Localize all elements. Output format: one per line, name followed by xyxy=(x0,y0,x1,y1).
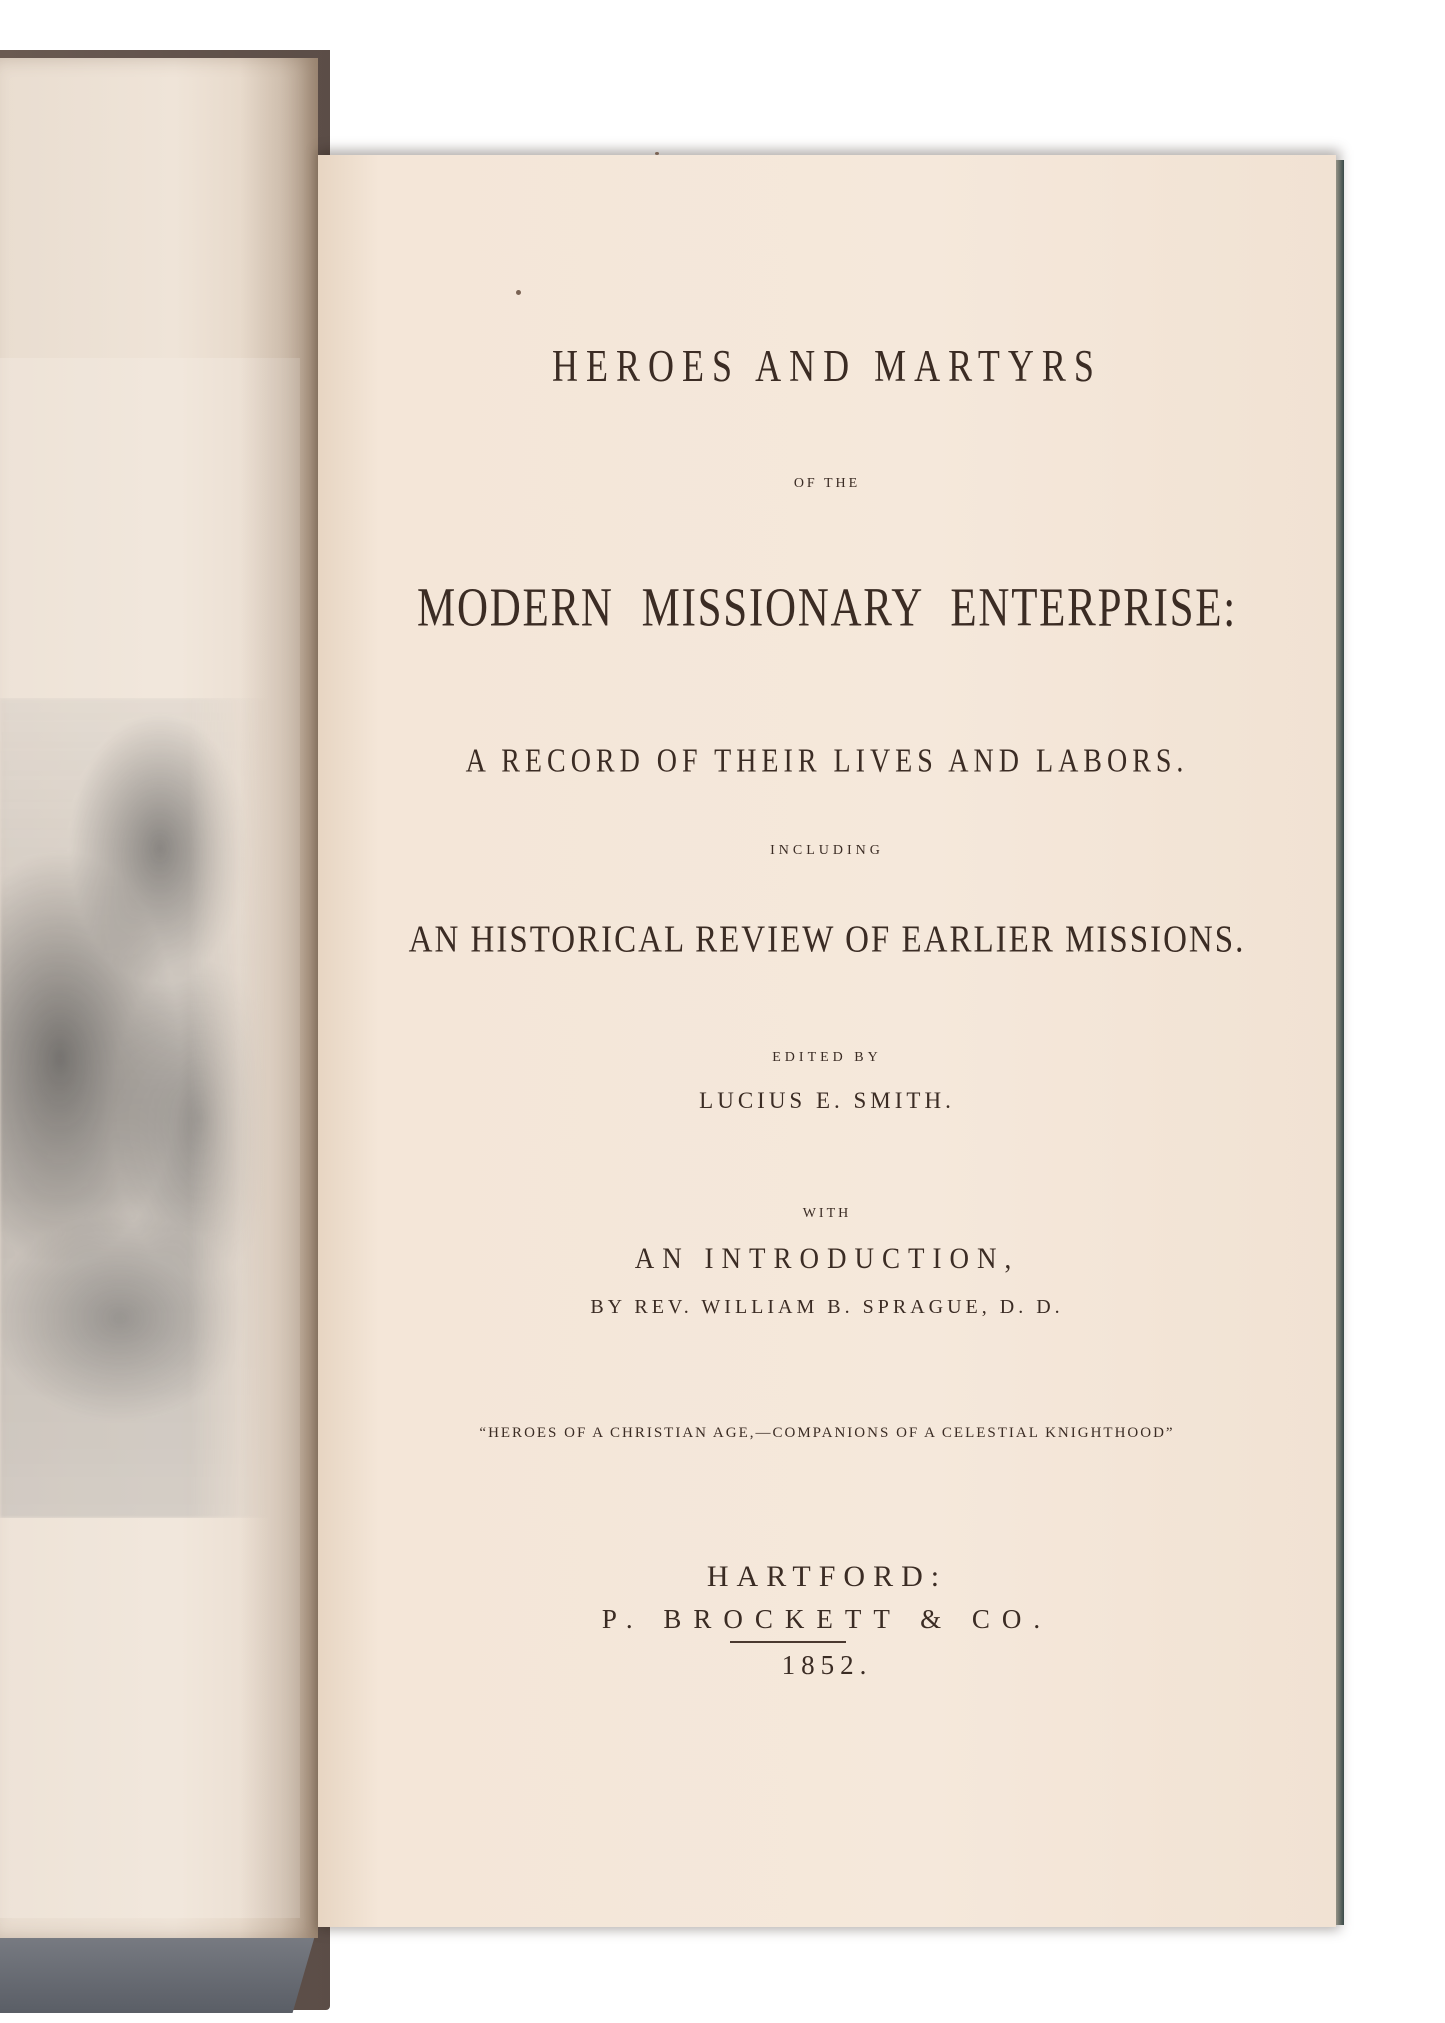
with-label: WITH xyxy=(802,1206,852,1221)
imprint-rule xyxy=(730,1641,846,1643)
foxing-speck xyxy=(655,152,659,155)
editor-name: LUCIUS E. SMITH. xyxy=(699,1088,955,1113)
imprint-publisher: P. BROCKETT & CO. xyxy=(601,1604,1053,1634)
imprint-year: 1852. xyxy=(781,1650,873,1680)
book-cover-cloth xyxy=(0,1925,318,2013)
subtitle-historical-review: AN HISTORICAL REVIEW OF EARLIER MISSIONS. xyxy=(408,919,1246,961)
imprint-city: HARTFORD: xyxy=(706,1560,948,1593)
introduction-author: BY REV. WILLIAM B. SPRAGUE, D. D. xyxy=(590,1296,1064,1318)
foxing-speck xyxy=(516,290,521,295)
frontispiece-page xyxy=(0,58,318,1938)
subtitle-record: A RECORD OF THEIR LIVES AND LABORS. xyxy=(465,742,1189,780)
title-heroes-and-martyrs: HEROES AND MARTYRS xyxy=(552,341,1102,391)
subtitle-including: INCLUDING xyxy=(770,843,884,858)
edited-by-label: EDITED BY xyxy=(772,1050,882,1065)
title-main: MODERN MISSIONARY ENTERPRISE: xyxy=(417,576,1237,638)
epigraph: “HEROES OF A CHRISTIAN AGE,—COMPANIONS OF A CELESTIAL KNIGHTHOOD” xyxy=(479,1425,1175,1441)
title-of-the: OF THE xyxy=(793,476,861,491)
frontispiece-engraving xyxy=(0,698,270,1518)
introduction-label: AN INTRODUCTION, xyxy=(634,1241,1020,1275)
gutter-shadow xyxy=(240,58,318,1938)
